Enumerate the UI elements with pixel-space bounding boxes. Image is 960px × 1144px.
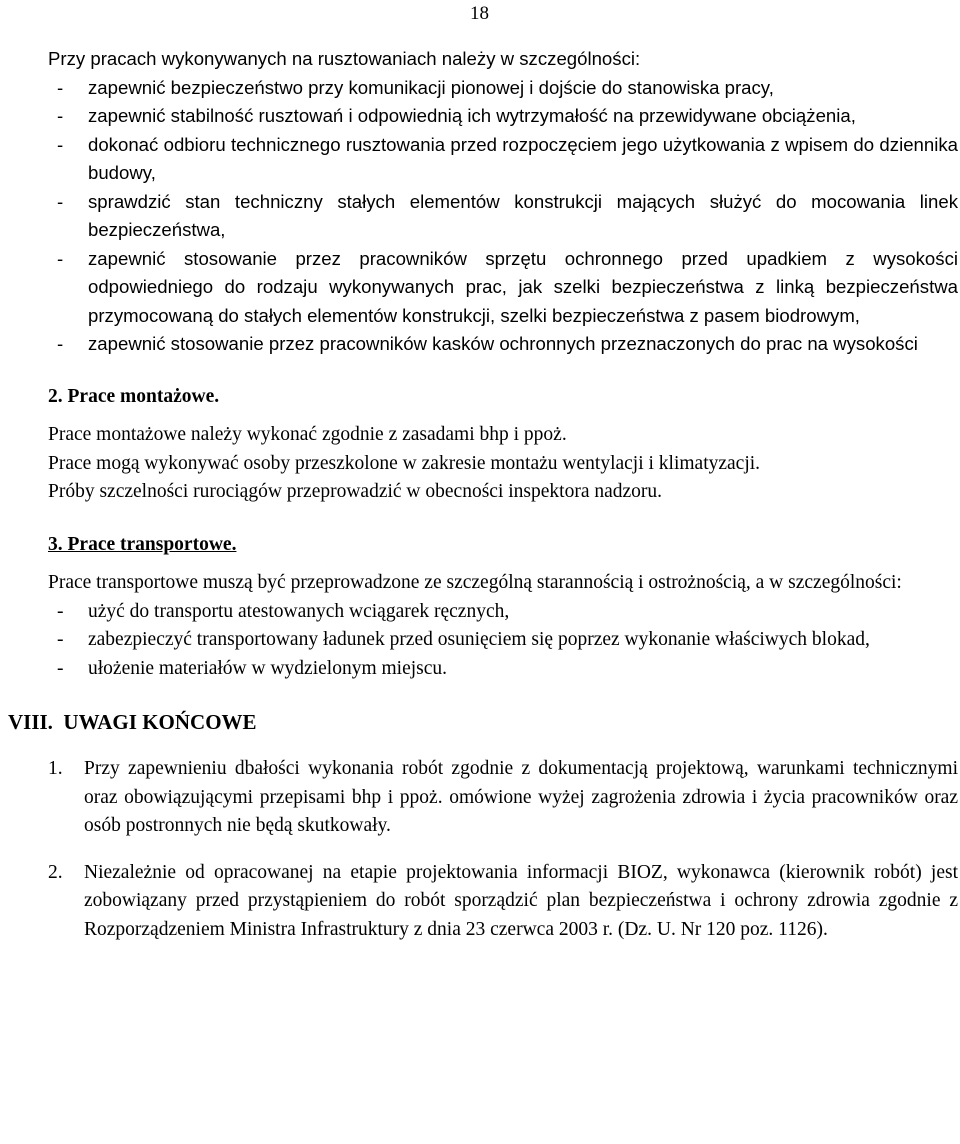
list-item: 1. Przy zapewnieniu dbałości wykonania robót zgodnie z dokumentacją projektową, warunkami technicznymi oraz obowiązującymi przepisami bhp i ppoż. omówione wyżej zagrożenia zdrowia i życia pracowników oraz osób postronnych nie będą skutkowały. <box>48 758 958 836</box>
assembly-line: Prace mogą wykonywać osoby przeszkolone w zakresie montażu wentylacji i klimatyzacji. <box>48 452 761 474</box>
assembly-line: Prace montażowe należy wykonać zgodnie z zasadami bhp i ppoż. <box>48 424 567 445</box>
assembly-heading: 2. Prace montażowe. <box>48 385 220 407</box>
page-number: 18 <box>470 3 489 24</box>
list-item: 2. Niezależnie od opracowanej na etapie projektowania informacji BIOZ, wykonawca (kierownik robót) jest zobowiązany przed przystąpieniem do robót sporządzić plan bezpieczeństwa i ochrony zdrowia zgodnie z Rozporządzeniem Ministra Infrastruktury z dnia 23 czerwca 2003 r. (Dz. U. Nr 120 poz. 1126). <box>48 861 958 940</box>
transport-list <box>48 598 958 684</box>
list-item: - użyć do transportu atestowanych wciągarek ręcznych, <box>57 600 510 622</box>
list-item: - zapewnić bezpieczeństwo przy komunikacji pionowej i dojście do stanowiska pracy, <box>57 76 774 98</box>
document-body <box>8 45 958 944</box>
transport-heading: 3. Prace transportowe. <box>48 533 237 555</box>
transport-intro: Prace transportowe muszą być przeprowadzone ze szczególną starannością i ostrożnością, a w szczególności: <box>48 572 902 593</box>
list-item: - zapewnić stosowanie przez pracowników kasków ochronnych przeznaczonych do prac na wysokości <box>57 333 918 354</box>
list-item: - zapewnić stosowanie przez pracowników sprzętu ochronnego przed upadkiem z wysokości odpowiedniego do rodzaju wykonywanych prac, jak szelki bezpieczeństwa z linką bezpieczeństwa przymocowaną do stałych elementów konstrukcji, szelki bezpieczeństwa z pasem biodrowym, <box>57 247 958 326</box>
list-item: - zabezpieczyć transportowany ładunek przed osunięciem się poprzez wykonanie właściwych blokad, <box>57 629 870 650</box>
assembly-line: Próby szczelności rurociągów przeprowadzić w obecności inspektora nadzoru. <box>48 481 663 502</box>
list-item: - zapewnić stabilność rusztowań i odpowiednią ich wytrzymałość na przewidywane obciążenia, <box>57 105 856 126</box>
scaffolding-intro: Przy pracach wykonywanych na rusztowaniach należy w szczególności: <box>48 48 641 69</box>
final-remarks-heading: VIII. UWAGI KOŃCOWE <box>8 710 257 734</box>
list-item: - dokonać odbioru technicznego rusztowania przed rozpoczęciem jego użytkowania z wpisem do dziennika budowy, <box>57 133 958 183</box>
list-item: - ułożenie materiałów w wydzielonym miejscu. <box>57 657 448 679</box>
scaffolding-list <box>48 74 958 359</box>
list-item: - sprawdzić stan techniczny stałych elementów konstrukcji mających służyć do mocowania linek bezpieczeństwa, <box>57 190 958 240</box>
final-remarks-list <box>48 755 958 944</box>
scaffolding-section <box>48 45 958 359</box>
